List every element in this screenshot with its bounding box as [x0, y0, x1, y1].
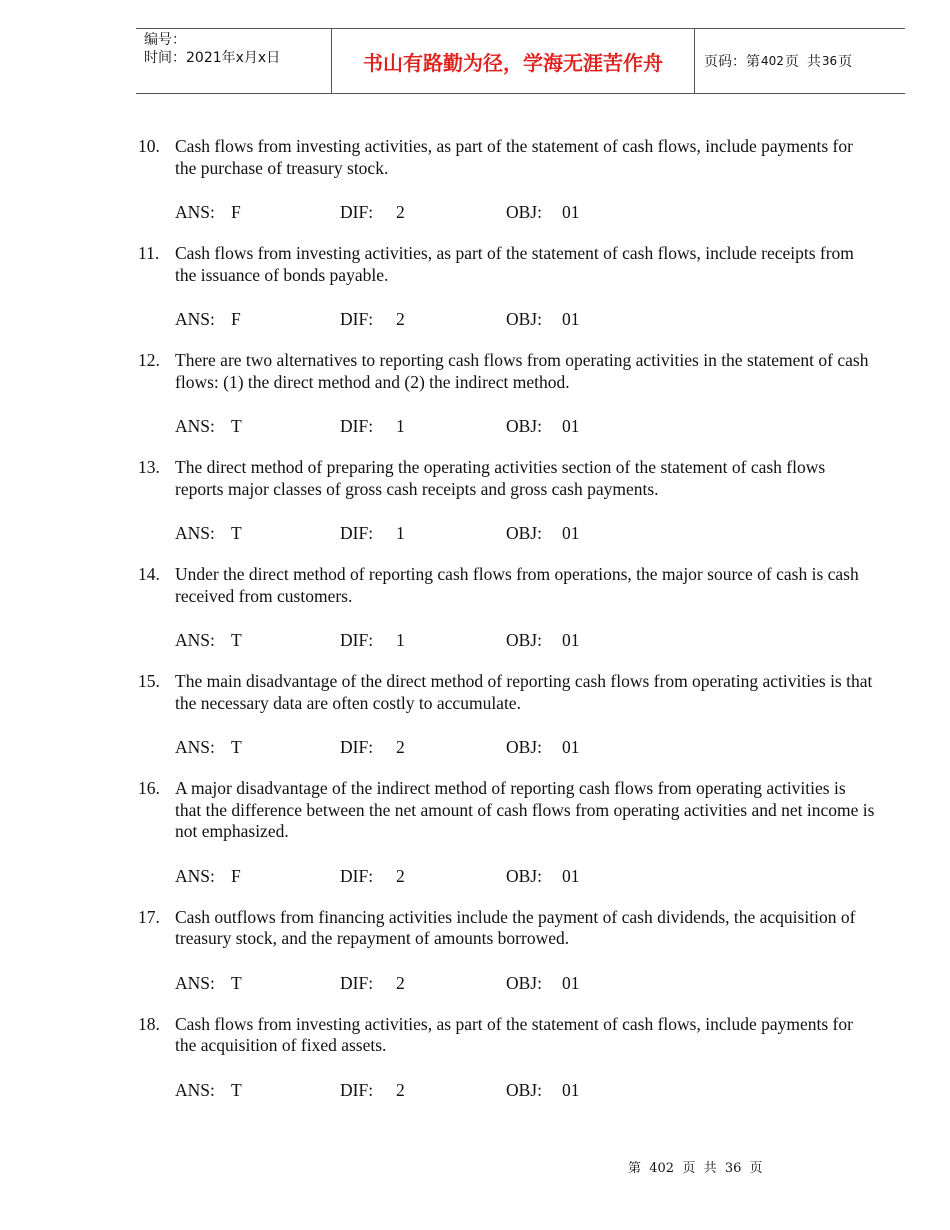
- ans-value: T: [231, 523, 242, 543]
- answer-line: [175, 415, 950, 437]
- ans-value: T: [231, 416, 242, 436]
- obj-value: 01: [562, 737, 580, 757]
- page-total: 36: [821, 54, 838, 68]
- ans-label: ANS:: [175, 737, 215, 757]
- serial-label: 编号：: [144, 32, 186, 48]
- obj-value: 01: [562, 309, 580, 329]
- question-text: Cash flows from investing activities, as part of the statement of cash flows, include payments for the purchase of treasury stock.: [175, 136, 853, 178]
- answer-line: [175, 972, 950, 994]
- header-page-info: [695, 29, 905, 93]
- dif-value: 2: [396, 972, 405, 993]
- obj-value: 01: [562, 523, 580, 543]
- obj-value: 01: [562, 416, 580, 436]
- obj-label: OBJ:: [506, 737, 542, 757]
- answer-line: [175, 629, 950, 651]
- ans-value: T: [231, 737, 242, 757]
- obj-label: OBJ:: [506, 1079, 542, 1100]
- question-number: 11.: [138, 243, 160, 263]
- question-number: 12.: [138, 350, 160, 370]
- total-unit: 页: [838, 54, 853, 70]
- obj-label: OBJ:: [506, 416, 542, 436]
- question-number: 14.: [138, 564, 160, 584]
- question-item: [0, 243, 950, 330]
- dif-label: DIF:: [340, 202, 374, 222]
- dif-value: 1: [396, 630, 405, 650]
- dif-value: 2: [396, 202, 405, 222]
- obj-value: 01: [562, 202, 580, 222]
- dif-value: 2: [396, 865, 405, 886]
- ans-label: ANS:: [175, 1079, 215, 1100]
- question-text: Cash flows from investing activities, as part of the statement of cash flows, include receipts from the issuance of bonds payable.: [175, 243, 854, 285]
- ans-label: ANS:: [175, 202, 215, 222]
- question-text: A major disadvantage of the indirect method of reporting cash flows from operating activities is that the difference between the net amount of cash flows from operating activities and net income is not emphasized.: [175, 778, 875, 841]
- question-item: [0, 350, 950, 437]
- question-number: 18.: [138, 1013, 160, 1034]
- question-text: The direct method of preparing the operating activities section of the statement of cash flows reports major classes of gross cash receipts and gross cash payments.: [175, 457, 826, 499]
- total-prefix: 共: [806, 54, 821, 70]
- dif-value: 2: [396, 1079, 405, 1100]
- page-unit: 页: [784, 54, 799, 70]
- question-item: [0, 457, 950, 544]
- dif-label: DIF:: [340, 416, 374, 436]
- question-text: Under the direct method of reporting cash flows from operations, the major source of cash is cash received from customers.: [175, 564, 859, 606]
- answer-line: [175, 308, 950, 330]
- question-text: Cash flows from investing activities, as part of the statement of cash flows, include payments for the acquisition of fixed assets.: [175, 1013, 853, 1055]
- dif-label: DIF:: [340, 865, 374, 886]
- header-meta: [136, 29, 332, 93]
- ans-value: T: [231, 630, 242, 650]
- ans-value: F: [231, 202, 241, 222]
- dif-value: 1: [396, 416, 405, 436]
- answer-line: [175, 201, 950, 223]
- answer-line: [175, 736, 950, 758]
- answer-line: [175, 865, 950, 887]
- ans-label: ANS:: [175, 416, 215, 436]
- obj-label: OBJ:: [506, 202, 542, 222]
- answer-line: [175, 1079, 950, 1101]
- dif-label: DIF:: [340, 1079, 374, 1100]
- obj-value: 01: [562, 630, 580, 650]
- page-prefix: 页码：第: [704, 54, 760, 70]
- ans-value: F: [231, 309, 241, 329]
- time-label: 时间：2021年x月x日: [144, 50, 281, 66]
- obj-label: OBJ:: [506, 309, 542, 329]
- ans-value: F: [231, 865, 241, 886]
- question-number: 16.: [138, 778, 160, 798]
- question-item: [0, 671, 950, 758]
- footer-page-number: 第 402 页 共 36 页: [628, 1161, 763, 1176]
- answer-line: [175, 522, 950, 544]
- question-item: [0, 778, 950, 887]
- dif-label: DIF:: [340, 737, 374, 757]
- question-text: The main disadvantage of the direct method of reporting cash flows from operating activities is that the necessary data are often costly to accumulate.: [175, 671, 873, 713]
- dif-label: DIF:: [340, 630, 374, 650]
- obj-label: OBJ:: [506, 523, 542, 543]
- dif-label: DIF:: [340, 309, 374, 329]
- ans-label: ANS:: [175, 972, 215, 993]
- ans-value: T: [231, 1079, 242, 1100]
- question-item: [0, 564, 950, 651]
- ans-label: ANS:: [175, 865, 215, 886]
- question-text: There are two alternatives to reporting cash flows from operating activities in the statement of cash flows: (1) the direct method and (2) the indirect method.: [175, 350, 869, 392]
- ans-label: ANS:: [175, 523, 215, 543]
- dif-value: 2: [396, 737, 405, 757]
- question-number: 15.: [138, 671, 160, 691]
- question-number: 13.: [138, 457, 160, 477]
- question-list: [0, 136, 950, 1121]
- question-item: [0, 136, 950, 223]
- page-current: 402: [761, 54, 784, 68]
- obj-value: 01: [562, 1079, 580, 1100]
- page-header: [136, 28, 905, 94]
- question-item: [0, 907, 950, 994]
- dif-label: DIF:: [340, 972, 374, 993]
- obj-value: 01: [562, 865, 580, 886]
- obj-label: OBJ:: [506, 630, 542, 650]
- ans-value: T: [231, 972, 242, 993]
- ans-label: ANS:: [175, 309, 215, 329]
- ans-label: ANS:: [175, 630, 215, 650]
- obj-label: OBJ:: [506, 972, 542, 993]
- question-number: 10.: [138, 136, 160, 156]
- header-motto: 书山有路勤为径，学海无涯苦作舟: [332, 29, 695, 93]
- obj-value: 01: [562, 972, 580, 993]
- question-number: 17.: [138, 906, 160, 927]
- dif-value: 2: [396, 309, 405, 329]
- dif-value: 1: [396, 523, 405, 543]
- dif-label: DIF:: [340, 523, 374, 543]
- question-text: Cash outflows from financing activities include the payment of cash dividends, the acquisition of treasury stock, and the repayment of amounts borrowed.: [175, 906, 856, 948]
- obj-label: OBJ:: [506, 865, 542, 886]
- question-item: [0, 1014, 950, 1101]
